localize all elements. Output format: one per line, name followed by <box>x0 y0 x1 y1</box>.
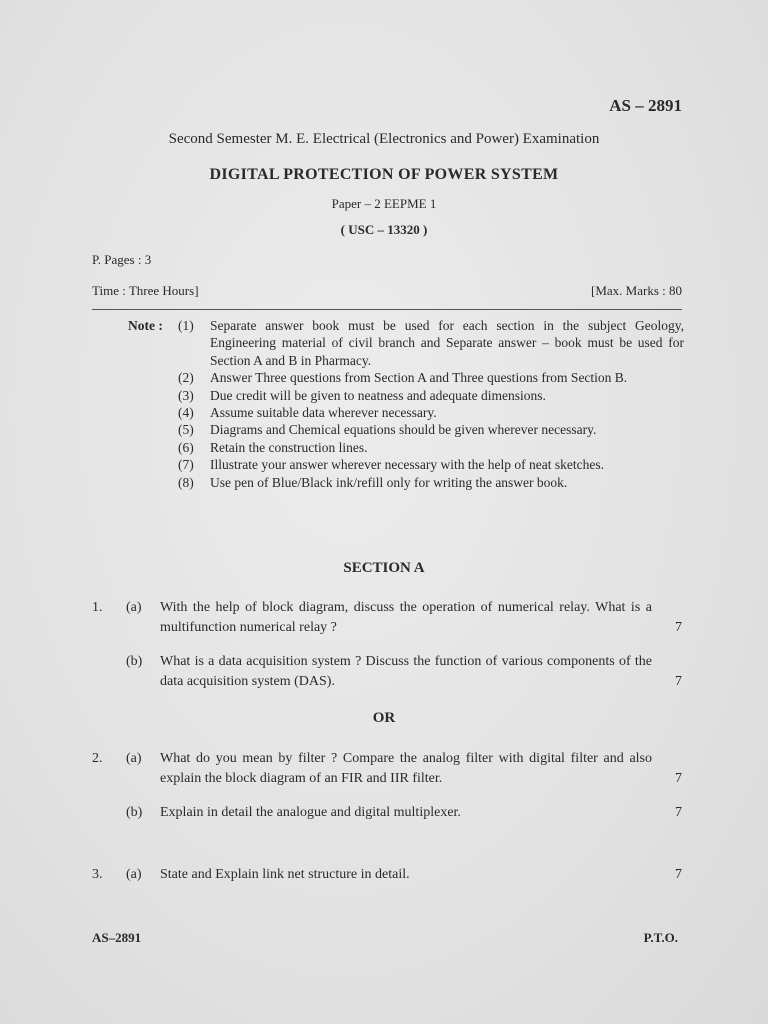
note-item <box>128 387 684 404</box>
note-number: (2) <box>178 370 194 386</box>
page-turn-label: P.T.O. <box>643 930 678 945</box>
note-item <box>128 456 684 473</box>
note-item <box>128 421 684 438</box>
note-text: Diagrams and Chemical equations should be given wherever necessary. <box>210 422 597 438</box>
paper-code-line: Paper – 2 EEPME 1 <box>331 196 437 211</box>
question-2a <box>92 749 682 789</box>
note-text: Retain the construction lines. <box>210 439 368 455</box>
question-1a <box>92 598 682 638</box>
question-text: With the help of block diagram, discuss the operation of numerical relay. What is a multifunction numerical relay ? <box>160 600 652 635</box>
note-item <box>128 439 684 456</box>
section-title: SECTION A <box>343 560 425 576</box>
note-text: Answer Three questions from Section A and Three questions from Section B. <box>210 370 628 386</box>
question-number: 2. <box>92 751 103 766</box>
note-number: (4) <box>178 405 194 421</box>
time-allowed: Time : Three Hours] <box>92 283 199 298</box>
page-count: P. Pages : 3 <box>92 252 152 267</box>
question-text: What do you mean by filter ? Compare the analog filter with digital filter and also explain the block diagram of an FIR and IIR filter. <box>160 751 652 786</box>
question-number: 1. <box>92 600 103 615</box>
note-number: (6) <box>178 439 194 455</box>
note-item <box>128 474 684 491</box>
exam-title: Second Semester M. E. Electrical (Electronics and Power) Examination <box>168 131 600 147</box>
question-marks: 7 <box>675 620 682 635</box>
question-part: (a) <box>126 867 142 882</box>
note-label: Note : <box>128 318 163 333</box>
footer-code: AS–2891 <box>92 930 142 945</box>
note-number: (5) <box>178 422 194 438</box>
question-text: Explain in detail the analogue and digital multiplexer. <box>160 805 461 820</box>
question-part: (a) <box>126 751 142 766</box>
note-item <box>128 404 684 421</box>
usc-code: ( USC – 13320 ) <box>340 222 428 237</box>
note-text: Assume suitable data wherever necessary. <box>210 405 437 421</box>
paper-code: AS – 2891 <box>609 96 682 115</box>
note-text: Illustrate your answer wherever necessary with the help of neat sketches. <box>210 457 604 473</box>
instructions-block <box>128 317 684 491</box>
note-text: Use pen of Blue/Black ink/refill only for writing the answer book. <box>210 474 568 490</box>
note-item <box>128 369 684 386</box>
note-text: Separate answer book must be used for each section in the subject Geology, Engineering material of civil branch and Separate answer – book must be used for Section A and B in Pharmacy. <box>210 318 684 368</box>
question-part: (b) <box>126 805 143 820</box>
question-marks: 7 <box>675 867 682 882</box>
question-text: What is a data acquisition system ? Discuss the function of various components of the data acquisition system (DAS). <box>160 654 652 689</box>
question-2b <box>92 803 682 823</box>
note-number: (8) <box>178 474 194 490</box>
max-marks: [Max. Marks : 80 <box>591 283 682 298</box>
question-3a <box>92 865 682 885</box>
note-number: (7) <box>178 457 194 473</box>
note-number: (3) <box>178 387 194 403</box>
question-number <box>92 652 126 692</box>
question-marks: 7 <box>675 805 682 820</box>
question-number: 3. <box>92 867 103 882</box>
question-part: (b) <box>126 654 143 669</box>
question-marks: 7 <box>675 771 682 786</box>
subject-title: DIGITAL PROTECTION OF POWER SYSTEM <box>209 166 559 183</box>
question-number <box>92 803 126 823</box>
question-1b <box>92 652 682 692</box>
note-item <box>128 317 684 369</box>
question-text: State and Explain link net structure in detail. <box>160 867 410 882</box>
question-part: (a) <box>126 600 142 615</box>
or-separator: OR <box>372 710 396 726</box>
question-marks: 7 <box>675 674 682 689</box>
note-number: (1) <box>178 318 194 333</box>
note-text: Due credit will be given to neatness and adequate dimensions. <box>210 387 546 403</box>
header-divider <box>92 309 682 310</box>
